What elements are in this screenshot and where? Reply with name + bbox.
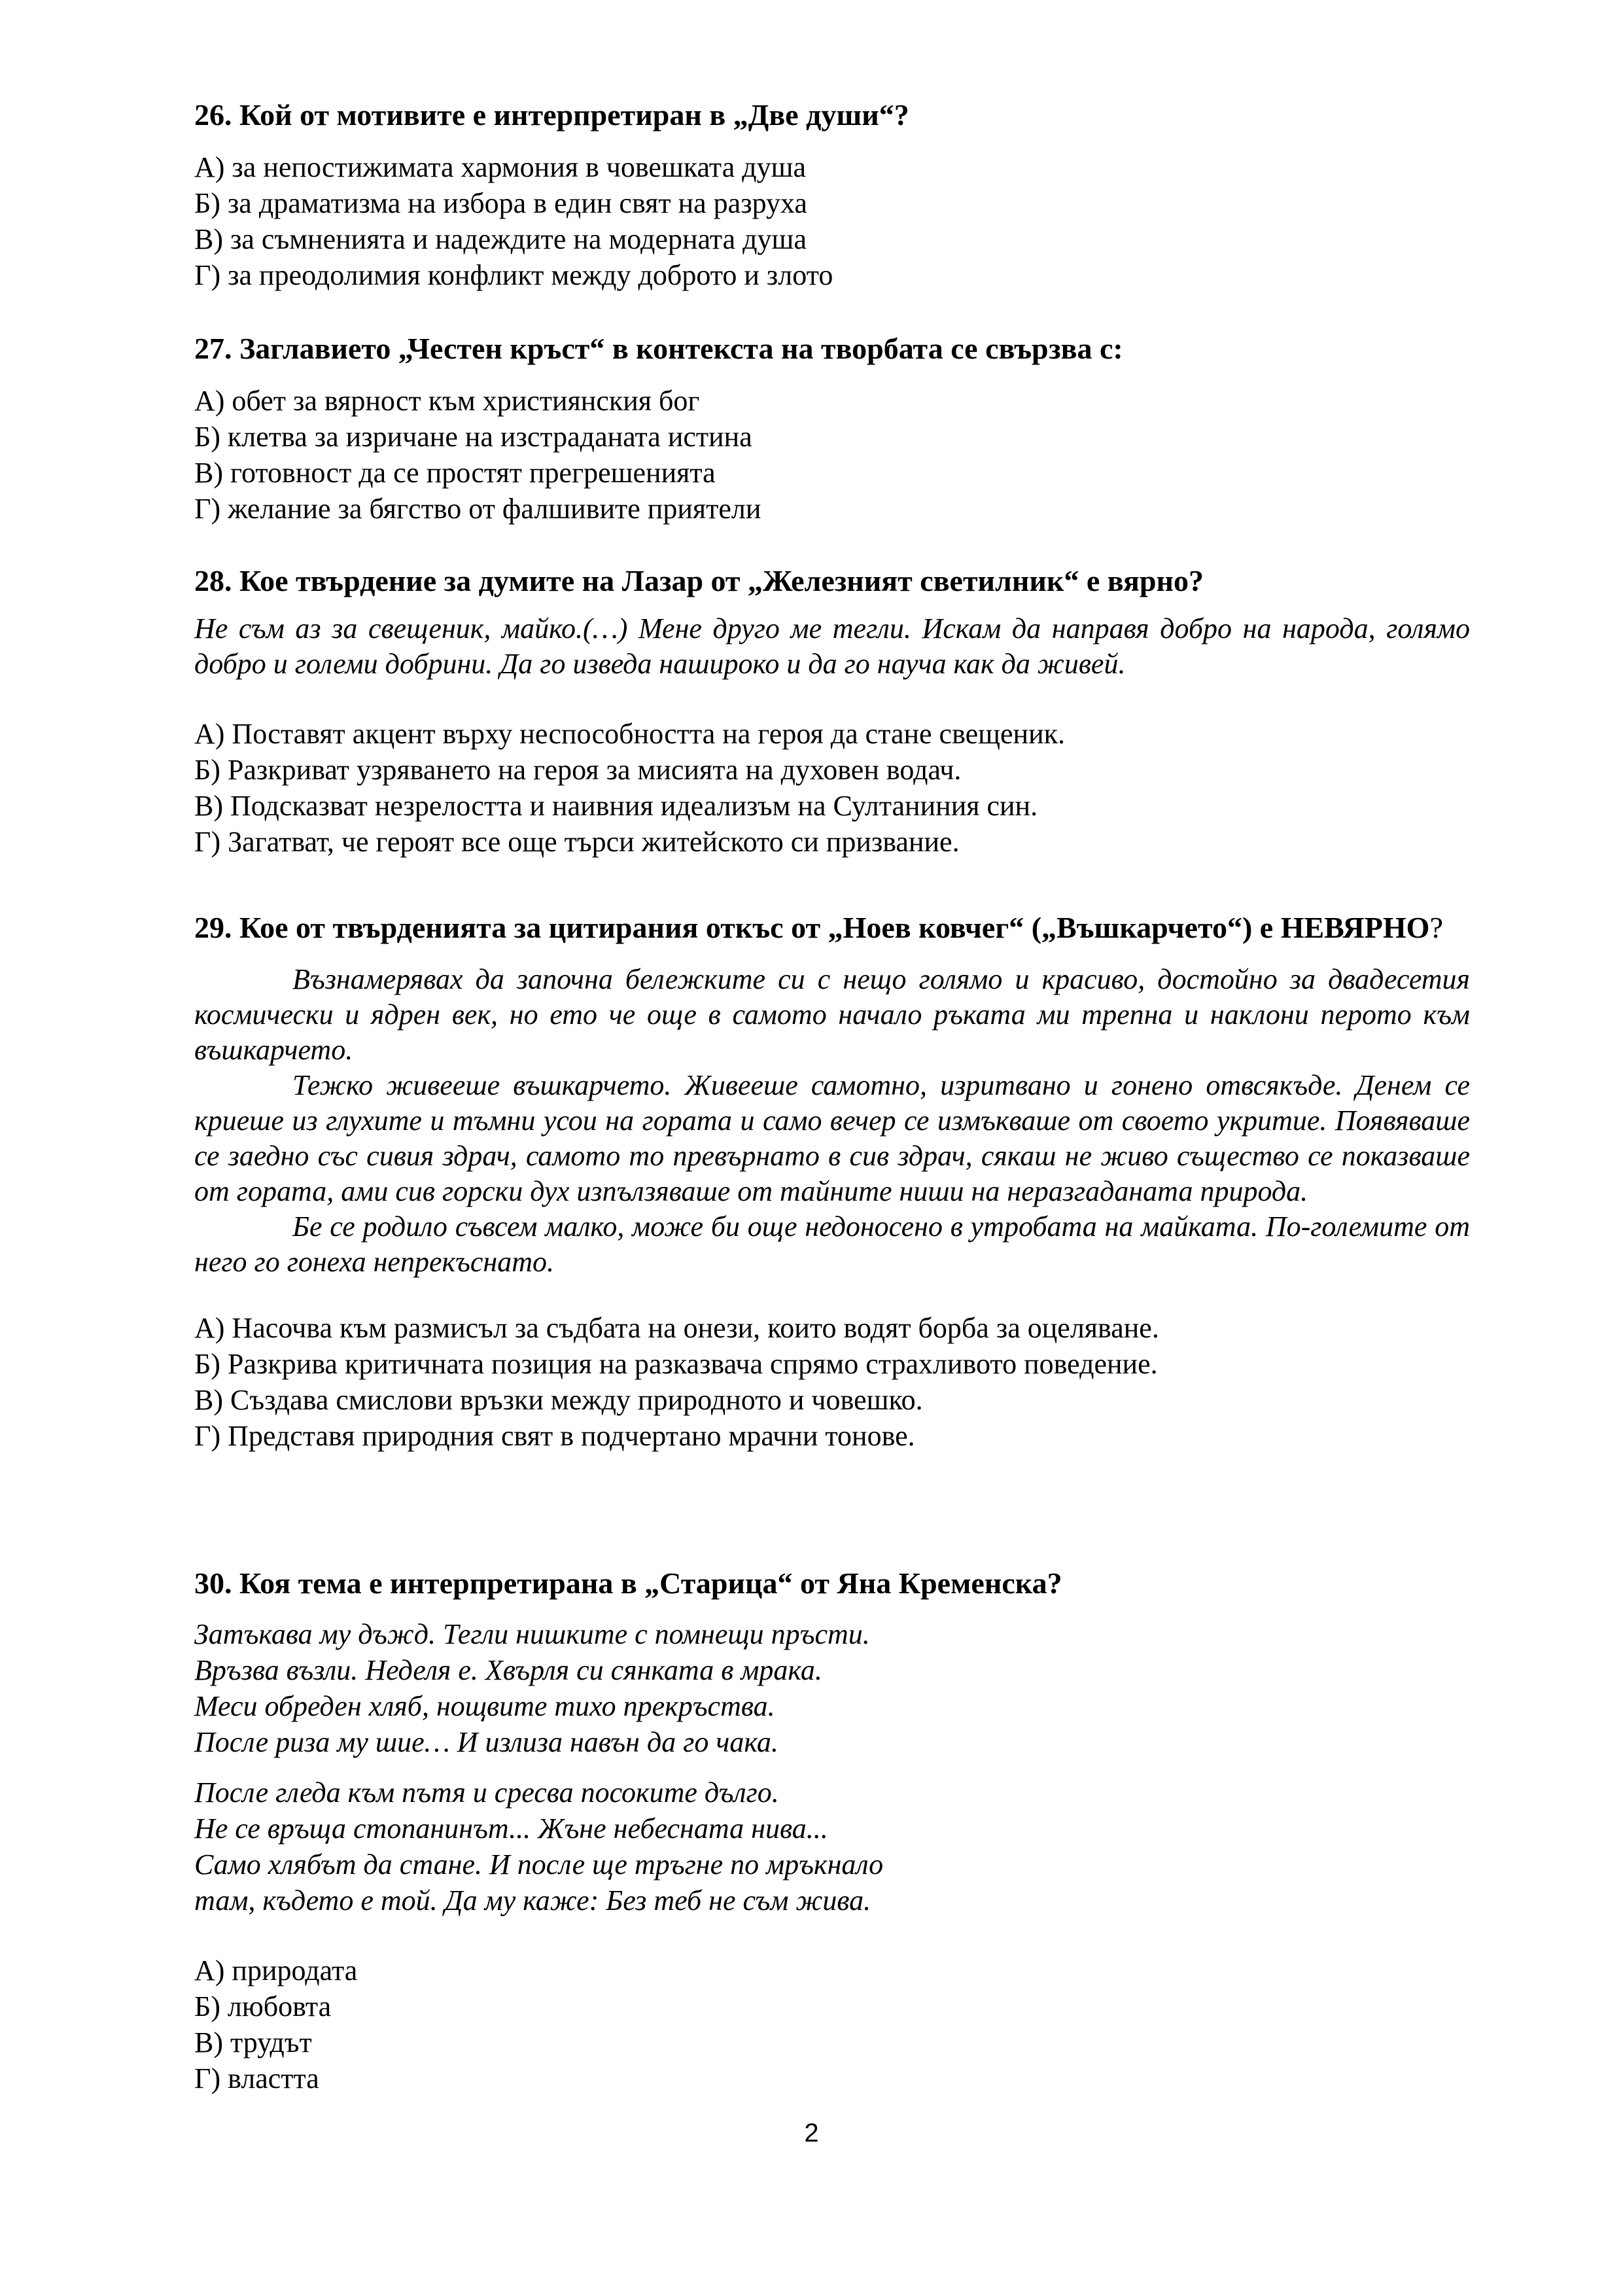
poem-stanza-1 [194,1616,1470,1760]
question-27-title: 27. Заглавието „Честен кръст“ в контекста на творбата се свързва с: [194,332,1123,365]
option-c[interactable]: В) Създава смислови връзки между природното и човешко. [194,1384,923,1416]
question-26-title: 26. Кой от мотивите е интерпретиран в „Две души“? [194,98,909,132]
option-a[interactable]: А) Поставят акцент върху неспособността на героя да стане свещеник. [194,718,1065,750]
page-number: 2 [804,2119,819,2147]
question-26 [194,97,1470,293]
option-d[interactable]: Г) за преодолимия конфликт между доброто и злото [194,259,833,291]
poem-line: После гледа към пътя и сресва посоките дълго. [194,1776,779,1809]
option-c[interactable]: В) Подсказват незрелостта и наивния идеализъм на Султаниния син. [194,790,1038,822]
poem-line: там, където е той. Да му каже: Без теб не съм жива. [194,1884,871,1916]
poem-line: После риза му шие… И излиза навън да го чака. [194,1726,778,1758]
poem-line: Само хлябът да стане. И после ще тръгне по мръкнало [194,1848,884,1881]
option-d[interactable]: Г) Загатват, че героят все още търси житейското си призвание. [194,826,960,858]
excerpt-paragraph: Тежко живееше въшкарчето. Живееше самотно, изритвано и гонено отвсякъде. Денем се криеше из глухите и тъмни усои на гората и само вечер се измъкваше от своето укритие. Появяваше се заедно със сивия здрач, самото то превърнато в сив здрач, сякаш не живо същество се показваше от гората, ами сив горски дух изпълзяваше от тайните ниши на неразгаданата природа. [194,1069,1470,1207]
option-a[interactable]: А) за непостижимата хармония в човешката душа [194,151,807,183]
question-29-title-end: ? [1429,911,1443,944]
question-28-options [194,716,1470,860]
poem-line: Не се връща стопанинът... Жъне небесната нива... [194,1812,828,1845]
option-a[interactable]: А) природата [194,1954,358,1987]
option-c[interactable]: В) готовност да се простят прегрешенията [194,457,716,489]
excerpt-paragraph: Възнамерявах да започна бележките си с нещо голямо и красиво, достойно за двадесетия космически и ядрен век, но ето че още в самото начало ръката ми трепна и наклони перото към въшкарчето. [194,963,1470,1066]
question-30 [194,1565,1470,2096]
question-27-options [194,383,1470,527]
poem-line: Затъкава му дъжд. Тегли нишките с помнещи пръсти. [194,1618,870,1650]
question-29-title-main: 29. Кое от твърденията за цитирания откъс от „Ноев ковчег“ („Въшкарчето“) е [194,911,1281,944]
option-b[interactable]: Б) за драматизма на избора в един свят на разруха [194,187,807,219]
question-29 [194,910,1470,1454]
question-28 [194,563,1470,860]
option-c[interactable]: В) за съмненията и надеждите на модерната душа [194,223,807,255]
option-b[interactable]: Б) клетва за изричане на изстраданата истина [194,421,752,453]
option-d[interactable]: Г) властта [194,2062,319,2094]
option-d[interactable]: Г) желание за бягство от фалшивите приятели [194,493,761,525]
question-27 [194,330,1470,527]
option-b[interactable]: Б) любовта [194,1990,332,2022]
poem-stanza-2 [194,1775,1470,1918]
excerpt-paragraph: Бе се родило съвсем малко, може би още недоносено в утробата на майката. По-големите от него го гонеха непрекъснато. [194,1210,1470,1278]
question-28-title: 28. Кое твърдение за думите на Лазар от „Железният светилник“ е вярно? [194,564,1204,597]
question-29-excerpt [194,962,1470,1280]
option-d[interactable]: Г) Представя природния свят в подчертано мрачни тонове. [194,1420,915,1452]
question-29-title [194,910,1470,946]
question-28-quote: Не съм аз за свещеник, майко.(…) Мене друго ме тегли. Искам да направя добро на народа, голямо добро и големи добрини. Да го изведа нашироко и да го науча как да живей. [194,612,1470,680]
option-b[interactable]: Б) Разкриват узряването на героя за мисията на духовен водач. [194,754,962,786]
poem-line: Връзва възли. Неделя е. Хвърля си сянката в мрака. [194,1654,822,1686]
option-c[interactable]: В) трудът [194,2026,312,2058]
option-a[interactable]: А) обет за вярност към християнския бог [194,385,700,417]
question-26-options [194,149,1470,293]
option-a[interactable]: А) Насочва към размисъл за съдбата на онези, които водят борба за оцеляване. [194,1312,1159,1344]
question-30-title: 30. Коя тема е интерпретирана в „Старица“ от Яна Кременска? [194,1566,1062,1600]
question-29-options [194,1310,1470,1454]
question-29-title-emphasis: НЕВЯРНО [1280,911,1430,944]
poem-line: Меси обреден хляб, нощвите тихо прекръства. [194,1690,775,1722]
question-30-options [194,1952,1470,2096]
option-b[interactable]: Б) Разкрива критичната позиция на разказвача спрямо страхливото поведение. [194,1348,1158,1380]
